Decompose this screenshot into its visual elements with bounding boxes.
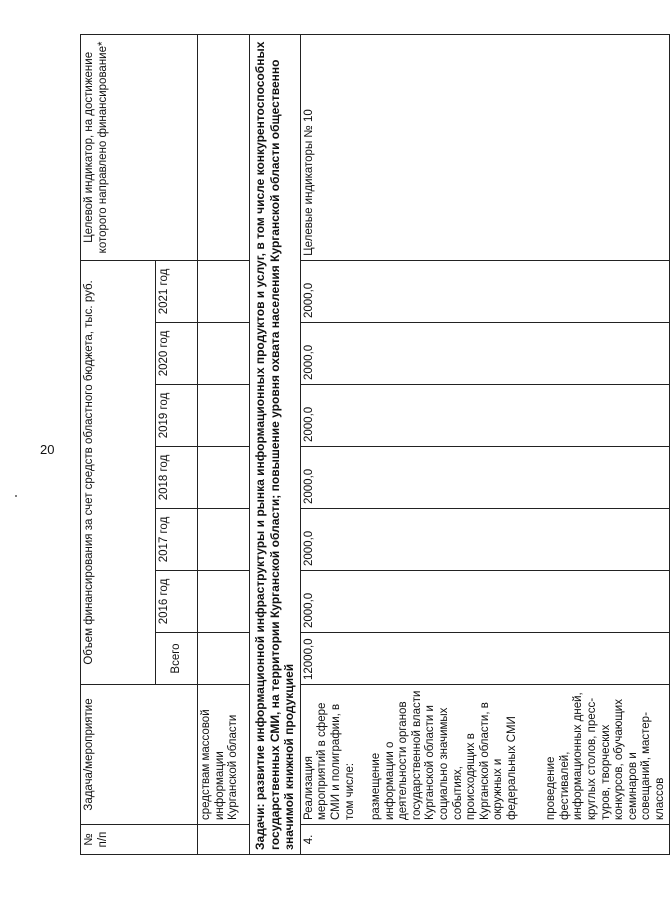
row-value-2021: 2000,0 — [300, 260, 670, 322]
header-year-2021: 2021 год — [156, 260, 198, 322]
row-task-main: Реализация мероприятий в сфере СМИ и полиграфии, в том числе: — [302, 702, 356, 820]
header-row-1 — [81, 34, 156, 854]
financing-table — [80, 34, 670, 855]
header-year-2017: 2017 год — [156, 509, 198, 571]
scan-speck — [15, 495, 17, 497]
row-value-2020: 2000,0 — [300, 323, 670, 385]
row-total: 12000,0 — [300, 633, 670, 685]
row-value-2017: 2000,0 — [300, 509, 670, 571]
page-number: 20 — [40, 442, 55, 457]
header-total: Всего — [156, 633, 198, 685]
table-row — [300, 34, 670, 854]
task-heading: Задачи: развитие информационной инфраструктуры и рынка информационных продуктов и услуг, в том числе конкурентоспособных государственных СМИ, на территории Курганской области; повышение уровня охвата населения Курганской области общественно значимой книжной продукцией — [250, 34, 301, 854]
row-value-2016: 2000,0 — [300, 571, 670, 633]
header-year-2020: 2020 год — [156, 323, 198, 385]
header-volume: Объем финансирования за счет средств областного бюджета, тыс. руб. — [81, 260, 156, 684]
header-year-2018: 2018 год — [156, 447, 198, 509]
row-value-2019: 2000,0 — [300, 385, 670, 447]
header-indicator: Целевой индикатор, на достижение которого направлено финансирование* — [81, 34, 198, 260]
continuation-task: средствам массовой информации Курганской области — [198, 685, 250, 825]
row-task — [300, 685, 670, 825]
task-heading-row — [250, 34, 301, 854]
row-indicator: Целевые индикаторы № 10 — [300, 34, 670, 260]
row-num: 4. — [300, 825, 670, 855]
header-num: № п/п — [81, 825, 198, 855]
row-task-sub1: размещение информации о деятельности органов государственной власти Курганской области и социально значимых событиях, происходящих в Курганской области, в окружных и федеральных СМИ — [370, 690, 518, 820]
rotated-table-container — [80, 35, 666, 855]
continuation-row — [198, 34, 250, 854]
row-value-2018: 2000,0 — [300, 447, 670, 509]
row-task-sub2: проведение фестивалей, информационных дней, круглых столов, пресс-туров, творческих конкурсов, обучающих семинаров и совещаний, мастер-классов — [545, 692, 666, 820]
header-task: Задача/мероприятие — [81, 685, 198, 825]
header-year-2016: 2016 год — [156, 571, 198, 633]
header-year-2019: 2019 год — [156, 385, 198, 447]
